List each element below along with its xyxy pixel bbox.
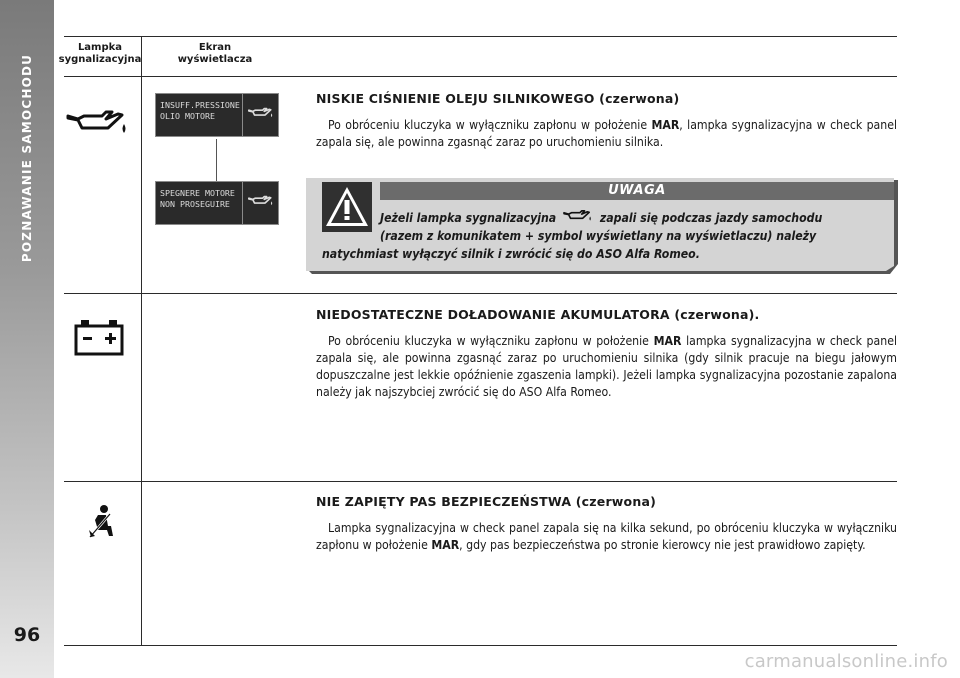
warning-title: UWAGA — [608, 183, 666, 198]
table-header-rule — [64, 76, 897, 77]
oil-can-icon — [560, 209, 596, 223]
display-message: SPEGNERE MOTORE NON PROSEGUIRE — [160, 188, 235, 209]
battery-title: NIEDOSTATECZNE DOŁADOWANIE AKUMULATORA (czerwona). — [316, 307, 760, 322]
row-divider — [64, 481, 897, 482]
column-header-lamp: Lampka sygnalizacyjna — [58, 42, 142, 65]
oil-can-icon — [66, 108, 130, 138]
battery-icon — [74, 318, 124, 356]
watermark: carmanualsonline.info — [744, 651, 948, 672]
oil-can-icon — [248, 106, 274, 120]
column-divider — [141, 36, 142, 646]
section-title-vertical: POZNAWANIE SAMOCHODU — [20, 53, 34, 263]
row-divider — [64, 293, 897, 294]
seatbelt-title: NIE ZAPIĘTY PAS BEZPIECZEŃSTWA (czerwona) — [316, 494, 656, 509]
oil-pressure-title: NISKIE CIŚNIENIE OLEJU SILNIKOWEGO (czerwona) — [316, 91, 680, 106]
display-connector — [216, 139, 217, 181]
display-message: INSUFF.PRESSIONE OLIO MOTORE — [160, 100, 240, 121]
warning-line-2: (razem z komunikatem + symbol wyświetlany na wyświetlaczu) należy — [380, 229, 817, 243]
table-top-rule — [64, 36, 897, 37]
seatbelt-icon — [86, 504, 116, 538]
page-number: 96 — [13, 624, 41, 646]
warning-box — [306, 176, 898, 274]
warning-triangle-icon — [322, 182, 372, 232]
oil-pressure-text: Po obróceniu kluczyka w wyłączniku zapłonu w położenie MAR, lampka sygnalizacyjna w check panel zapala się, ale powinna zgasnąć zaraz po uruchomieniu silnika. — [316, 118, 897, 149]
warning-line-3: natychmiast wyłączyć silnik i zwrócić się do ASO Alfa Romeo. — [322, 247, 700, 261]
column-header-display: Ekran wyświetlacza — [177, 42, 253, 65]
oil-can-icon — [248, 194, 274, 208]
table-bottom-rule — [64, 645, 897, 646]
display-insuff-pressione — [155, 93, 279, 137]
sidebar — [0, 0, 54, 678]
battery-text: Po obróceniu kluczyka w wyłączniku zapłonu w położenie MAR lampka sygnalizacyjna w check panel zapala się, ale powinna zgasnąć zaraz po uruchomieniu silnika (gdy silnik pracuje na biegu jałowym dopuszczalne jest lekkie opóźnienie zgaszenia lampki). Jeżeli lampka sygnalizacyjna pozostanie zapalona należy jak najszybciej zwrócić się do ASO Alfa Romeo. — [316, 334, 897, 399]
warning-line-1: Jeżeli lampka sygnalizacyjna zapali się podczas jazdy samochodu — [380, 211, 823, 225]
display-spegnere-motore — [155, 181, 279, 225]
seatbelt-text: Lampka sygnalizacyjna w check panel zapala się na kilka sekund, po obróceniu kluczyka w wyłączniku zapłonu w położenie MAR, gdy pas bezpieczeństwa po stronie kierowcy nie jest prawidłowo zapięty. — [316, 521, 897, 552]
